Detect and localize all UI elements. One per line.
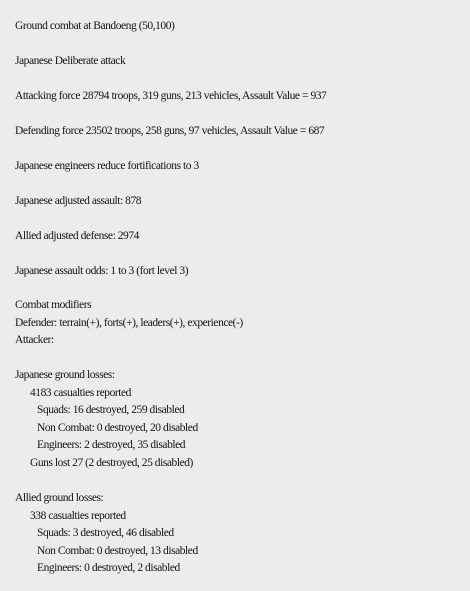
modifiers-heading: Combat modifiers — [15, 299, 92, 311]
report-title: Ground combat at Bandoeng (50,100) — [15, 20, 175, 32]
allied-losses-heading: Allied ground losses: — [15, 492, 104, 504]
allied-non-combat: Non Combat: 0 destroyed, 13 disabled — [37, 545, 198, 557]
allied-squads: Squads: 3 destroyed, 46 disabled — [37, 527, 174, 539]
attack-type: Japanese Deliberate attack — [15, 55, 126, 67]
japanese-squads: Squads: 16 destroyed, 259 disabled — [37, 404, 185, 416]
allied-adjusted-defense: Allied adjusted defense: 2974 — [15, 230, 139, 242]
japanese-adjusted-assault: Japanese adjusted assault: 878 — [15, 195, 142, 207]
engineers-note: Japanese engineers reduce fortifications to 3 — [15, 160, 199, 172]
japanese-non-combat: Non Combat: 0 destroyed, 20 disabled — [37, 422, 198, 434]
japanese-engineers: Engineers: 2 destroyed, 35 disabled — [37, 439, 186, 451]
modifiers-defender: Defender: terrain(+), forts(+), leaders(+), experience(-) — [15, 317, 243, 329]
defending-force: Defending force 23502 troops, 258 guns, 97 vehicles, Assault Value = 687 — [15, 125, 325, 137]
attacking-force: Attacking force 28794 troops, 319 guns, 213 vehicles, Assault Value = 937 — [15, 90, 327, 102]
assault-odds: Japanese assault odds: 1 to 3 (fort level 3) — [15, 265, 189, 277]
modifiers-attacker: Attacker: — [15, 334, 54, 346]
allied-engineers: Engineers: 0 destroyed, 2 disabled — [37, 562, 180, 574]
japanese-losses-heading: Japanese ground losses: — [15, 369, 115, 381]
japanese-guns-lost: Guns lost 27 (2 destroyed, 25 disabled) — [30, 457, 193, 469]
allied-casualties: 338 casualties reported — [30, 510, 126, 522]
japanese-casualties: 4183 casualties reported — [30, 387, 131, 399]
